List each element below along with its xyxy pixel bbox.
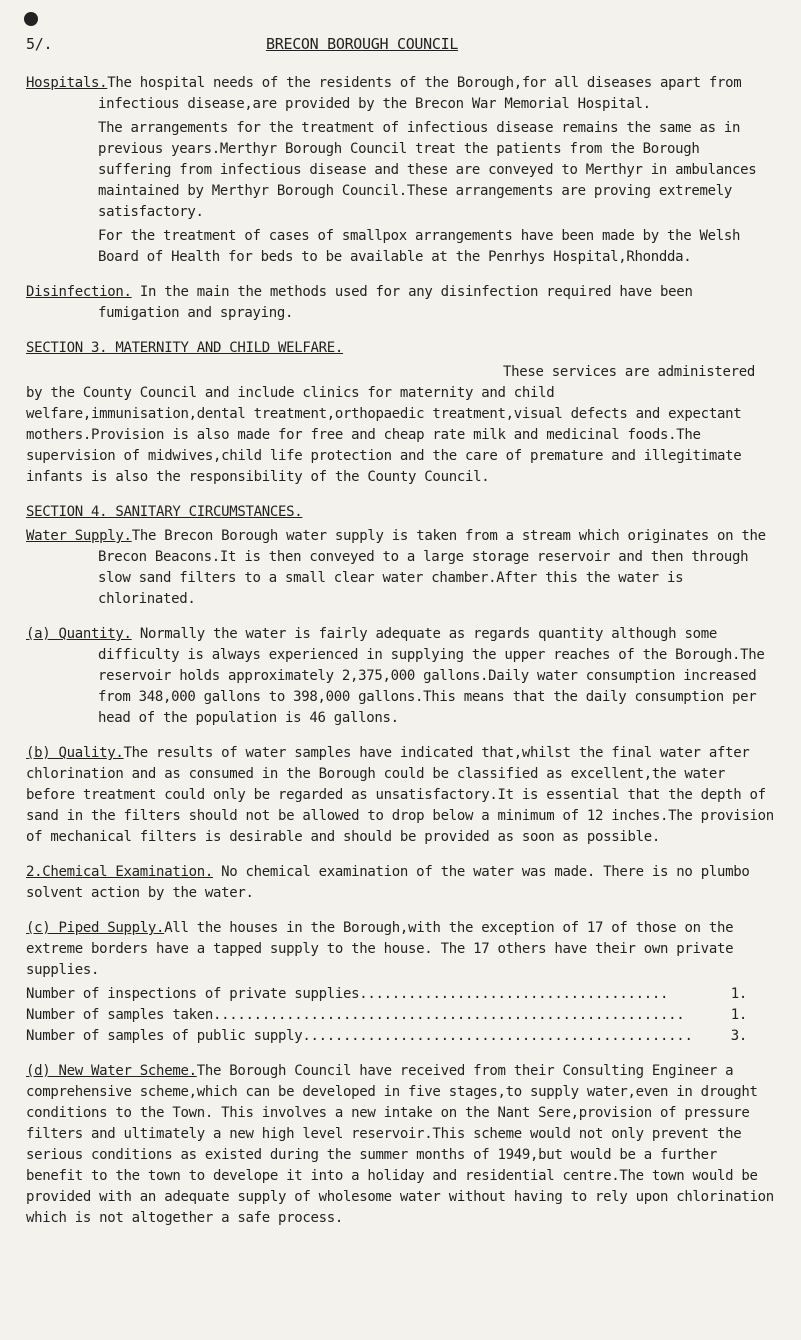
supply-stats-list — [26, 984, 775, 1047]
section3-heading: SECTION 3. MATERNITY AND CHILD WELFARE. — [26, 340, 344, 356]
piped-heading: (c) Piped Supply. — [26, 920, 165, 936]
stat-label: Number of samples of public supply — [26, 1028, 303, 1044]
water-supply-text: The Brecon Borough water supply is taken from a stream which originates on the Brecon Beacons.It is then conveyed to a large storage reservoir and then through slow sand filters to a small clear water chamber.After this the water is chlorinated. — [98, 528, 766, 607]
disinfection-paragraph — [26, 282, 775, 324]
quality-text: The results of water samples have indicated that,whilst the final water after chlorination and as consumed in the Borough could be classified as excellent,the water before treatment could only be regarded as unsatisfactory.It is essential that the depth of sand in the filters should not be allowed to drop below a minimum of 12 inches.The provision of mechanical filters is desirable and should be provided as soon as possible. — [26, 745, 774, 845]
stat-value: 3. — [730, 1028, 747, 1044]
quality-paragraph — [26, 743, 775, 848]
hospitals-text: The hospital needs of the residents of the Borough,for all diseases apart from infectious disease,are provided by the Brecon War Memorial Hospital. — [98, 75, 742, 112]
stat-row-inspections — [26, 984, 775, 1005]
section3-lead: These services are administered — [503, 364, 755, 380]
quantity-text: Normally the water is fairly adequate as regards quantity although some difficulty is always experienced in supplying the upper reaches of the Borough.The reservoir holds approximately 2,375,000 gallons.Daily water consumption increased from 348,000 gallons to 398,000 gallons.This means that the daily consumption per head of the population is 46 gallons. — [98, 626, 765, 726]
section3-heading-line — [26, 338, 775, 359]
page-header — [26, 34, 775, 55]
stat-label: Number of inspections of private supplies — [26, 986, 360, 1002]
council-title: BRECON BOROUGH COUNCIL — [266, 35, 459, 53]
piped-paragraph — [26, 918, 775, 981]
stat-leader-dots: ................................................ — [302, 1028, 693, 1044]
water-supply-paragraph — [26, 526, 775, 610]
new-scheme-paragraph — [26, 1061, 775, 1229]
section4-heading-line — [26, 502, 775, 523]
piped-text: All the houses in the Borough,with the exception of 17 of those on the extreme borders have a tapped supply to the house. The 17 others have their own private supplies. — [26, 920, 734, 978]
chemical-text: No chemical examination of the water was made. There is no plumbo solvent action by the water. — [26, 864, 750, 901]
chemical-paragraph — [26, 862, 775, 904]
disinfection-text: In the main the methods used for any disinfection required have been fumigation and spraying. — [98, 284, 693, 321]
hospitals-paragraph — [26, 73, 775, 115]
disinfection-heading: Disinfection. — [26, 284, 132, 300]
smallpox-text: For the treatment of cases of smallpox arrangements have been made by the Welsh Board of Health for beds to be available at the Penrhys Hospital,Rhondda. — [98, 228, 741, 265]
smallpox-paragraph — [26, 226, 775, 268]
infectious-arrangements-text: The arrangements for the treatment of infectious disease remains the same as in previous years.Merthyr Borough Council treat the patients from the Borough suffering from infectious disease and these are conveyed to Merthyr in ambulances maintained by Merthyr Borough Council.These arrangements are proving extremely satisfactory. — [98, 120, 757, 220]
infectious-arrangements-paragraph — [26, 118, 775, 223]
water-supply-heading: Water Supply. — [26, 528, 132, 544]
hospitals-heading: Hospitals. — [26, 75, 108, 91]
stat-leader-dots: .......................................................... — [212, 1007, 685, 1023]
stat-value: 1. — [730, 986, 747, 1002]
stat-row-public-supply — [26, 1026, 775, 1047]
stat-value: 1. — [730, 1007, 747, 1023]
section4-heading: SECTION 4. SANITARY CIRCUMSTANCES. — [26, 504, 303, 520]
stat-label: Number of samples taken — [26, 1007, 213, 1023]
chemical-heading: 2.Chemical Examination. — [26, 864, 213, 880]
stat-row-samples — [26, 1005, 775, 1026]
new-scheme-heading: (d) New Water Scheme. — [26, 1063, 197, 1079]
new-scheme-text: The Borough Council have received from their Consulting Engineer a comprehensive scheme,which can be developed in five stages,to supply water,even in drought conditions to the Town. This involves a new intake on the Nant Sere,provision of pressure filters and ultimately a new high level reservoir.This scheme would not only prevent the serious conditions as existed during the summer months of 1949,but would be a further benefit to the town to develope it into a holiday and residential centre.The town would be provided with an adequate supply of wholesome water without having to rely upon chlorination which is not altogether a safe process. — [26, 1063, 774, 1226]
stat-leader-dots: ...................................... — [359, 986, 669, 1002]
page-number: 5/. — [26, 35, 53, 53]
quantity-heading: (a) Quantity. — [26, 626, 132, 642]
quantity-paragraph — [26, 624, 775, 729]
section3-text: by the County Council and include clinics for maternity and child welfare,immunisation,dental treatment,orthopaedic treatment,visual defects and expectant mothers.Provision is also made for free and cheap rate milk and medicinal foods.The supervision of midwives,child life protection and the care of premature and illegitimate infants is also the responsibility of the County Council. — [26, 385, 742, 485]
punch-hole-mark — [24, 12, 38, 26]
quality-heading: (b) Quality. — [26, 745, 124, 761]
